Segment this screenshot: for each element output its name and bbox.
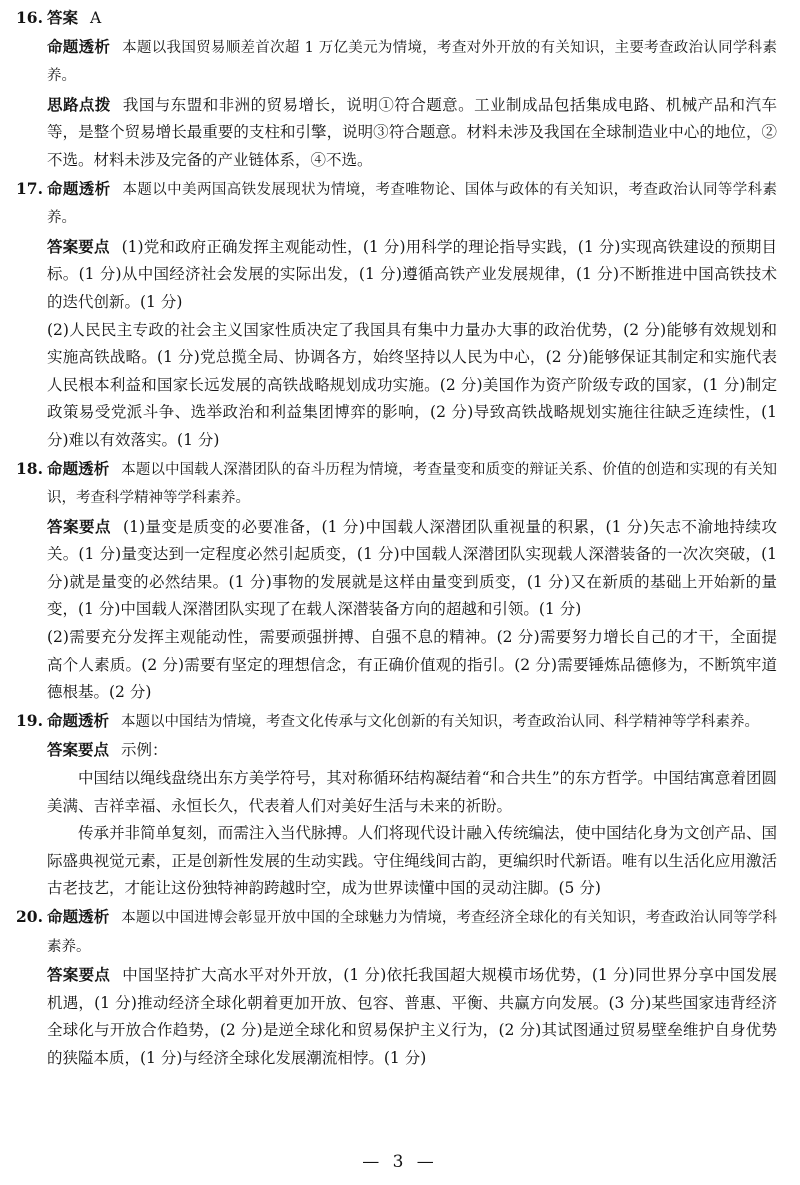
question-16 [16, 4, 777, 175]
hint-text: 我国与东盟和非洲的贸易增长，说明①符合题意。工业制成品包括集成电路、机械产品和汽车等，是整个贸易增长最重要的支柱和引擎，说明③符合题意。材料未涉及我国在全球制造业中心的地位，②不选。材料未涉及完备的产业链体系，④不选。 [47, 95, 777, 169]
question-20 [16, 903, 777, 1073]
key-points-label: 答案要点 [47, 740, 110, 760]
key-points-lead: 示例： [121, 741, 168, 760]
key-point-1: (1)党和政府正确发挥主观能动性，(1 分)用科学的理论指导实践，(1 分)实现高铁建设的预期目标。(1 分)从中国经济社会发展的实际出发，(1 分)遵循高铁产业发展规律，(1 分)不断推进中国高铁技术的迭代创新。(1 分) [47, 237, 777, 311]
key-point-1: (1)量变是质变的必要准备，(1 分)中国载人深潜团队重视量的积累，(1 分)矢志不渝地持续攻关。(1 分)量变达到一定程度必然引起质变，(1 分)中国载人深潜团队实现载人深潜装备的一次次突破，(1 分)就是量变的必然结果。(1 分)事物的发展就是这样由量变到质变，(1 分)又在新质的基础上开始新的量变，(1 分)中国载人深潜团队实现了在载人深潜装备方向的超越和引领。(1 分) [47, 517, 777, 619]
question-17 [16, 175, 777, 455]
key-points-label: 答案要点 [47, 965, 111, 985]
key-points-paragraph [47, 961, 777, 1072]
question-18 [16, 455, 777, 707]
question-number: 18. [16, 458, 43, 478]
analysis-paragraph [47, 707, 777, 737]
analysis-text: 本题以中国进博会彰显开放中国的全球魅力为情境，考查经济全球化的有关知识，考查政治认同等学科素养。 [47, 910, 777, 955]
analysis-paragraph [47, 175, 777, 233]
analysis-label: 命题透析 [47, 710, 110, 730]
answer-choice: A [90, 9, 102, 27]
key-points-label: 答案要点 [47, 516, 112, 536]
question-number: 20. [16, 907, 43, 926]
key-points-label: 答案要点 [47, 236, 110, 256]
analysis-text: 本题以中国结为情境，考查文化传承与文化创新的有关知识，考查政治认同、科学精神等学科素养。 [121, 713, 760, 730]
key-points-paragraph [47, 513, 777, 624]
key-points-paragraph [47, 736, 777, 765]
analysis-label: 命题透析 [47, 458, 110, 478]
answer-label: 答案 [47, 8, 79, 27]
question-number: 19. [16, 710, 43, 730]
answer-page [0, 4, 800, 1073]
analysis-paragraph [47, 455, 777, 513]
hint-paragraph [47, 91, 777, 175]
example-paragraph-2: 传承并非简单复刻，而需注入当代脉搏。人们将现代设计融入传统编法，使中国结化身为文创产品、国际盛典视觉元素，正是创新性发展的生动实践。守住绳线间古韵，更编织时代新语。唯有以生活化应用激活古老技艺，才能让这份独特神韵跨越时空，成为世界读懂中国的灵动注脚。(5 分) [47, 824, 777, 898]
key-points-text: 中国坚持扩大高水平对外开放，(1 分)依托我国超大规模市场优势，(1 分)同世界分享中国发展机遇，(1 分)推动经济全球化朝着更加开放、包容、普惠、平衡、共赢方向发展。(3 分)某些国家违背经济全球化与开放合作趋势，(2 分)是逆全球化和贸易保护主义行为，(2 分)其试图通过贸易壁垒维护自身优势的狭隘本质，(1 分)与经济全球化发展潮流相悖。(1 分) [47, 966, 777, 1067]
analysis-label: 命题透析 [47, 907, 110, 926]
hint-label: 思路点拨 [47, 94, 111, 114]
example-paragraph-1: 中国结以绳线盘绕出东方美学符号，其对称循环结构凝结着“和合共生”的东方哲学。中国结寓意着团圆美满、吉祥幸福、永恒长久，代表着人们对美好生活与未来的祈盼。 [47, 769, 777, 815]
key-point-2: (2)人民民主专政的社会主义国家性质决定了我国具有集中力量办大事的政治优势，(2 分)能够有效规划和实施高铁战略。(1 分)党总揽全局、协调各方，始终坚持以人民为中心，(2 分)能够保证其制定和实施代表人民根本利益和国家长远发展的高铁战略规划成功实施。(2 分)美国作为资产阶级专政的国家，(1 分)制定政策易受党派斗争、选举政治和利益集团博弈的影响，(2 分)导致高铁战略规划实施往往缺乏连续性，(1 分)难以有效落实。(1 分) [47, 320, 777, 449]
analysis-label: 命题透析 [47, 36, 111, 56]
analysis-paragraph [47, 903, 777, 961]
analysis-text: 本题以中美两国高铁发展现状为情境，考查唯物论、国体与政体的有关知识，考查政治认同等学科素养。 [47, 181, 777, 227]
analysis-text: 本题以我国贸易顺差首次超 1 万亿美元为情境，考查对外开放的有关知识，主要考查政治认同学科素养。 [47, 39, 777, 85]
answer-line [47, 4, 777, 33]
analysis-paragraph [47, 33, 777, 91]
analysis-text: 本题以中国载人深潜团队的奋斗历程为情境，考查量变和质变的辩证关系、价值的创造和实现的有关知识，考查科学精神等学科素养。 [47, 461, 777, 507]
question-19 [16, 707, 777, 903]
key-points-paragraph [47, 233, 777, 317]
key-point-2: (2)需要充分发挥主观能动性，需要顽强拼搏、自强不息的精神。(2 分)需要努力增长自己的才干，全面提高个人素质。(2 分)需要有坚定的理想信念，有正确价值观的指引。(2 分)需要锤炼品德修为，不断筑牢道德根基。(2 分) [47, 628, 777, 702]
question-number: 17. [16, 178, 43, 198]
question-number: 16. [16, 8, 43, 27]
page-number: — 3 — [362, 1152, 438, 1172]
analysis-label: 命题透析 [47, 178, 111, 198]
